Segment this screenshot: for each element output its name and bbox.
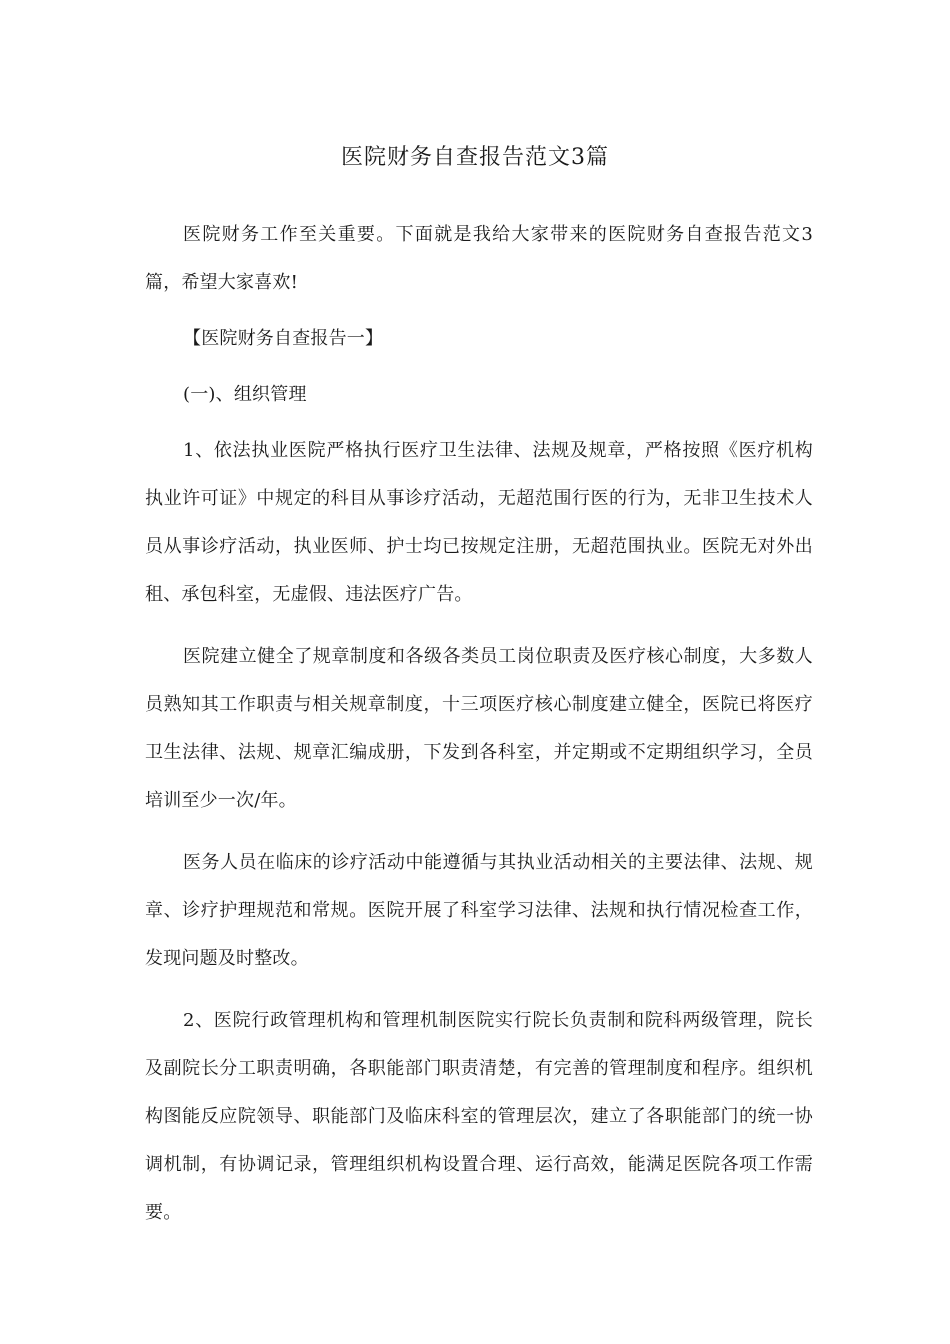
document-title: 医院财务自查报告范文3篇: [341, 145, 609, 170]
subsection-heading: (一)、组织管理: [183, 384, 307, 405]
body-paragraph: 医院建立健全了规章制度和各级各类员工岗位职责及医疗核心制度，大多数人员熟知其工作职责与相关规章制度，十三项医疗核心制度建立健全，医院已将医疗卫生法律、法规、规章汇编成册，下发到各科室，并定期或不定期组织学习，全员培训至少一次/年。: [145, 646, 813, 811]
document-body: [145, 211, 813, 1251]
intro-paragraph: 医院财务工作至关重要。下面就是我给大家带来的医院财务自查报告范文3篇，希望大家喜欢!: [145, 224, 813, 293]
body-paragraph: 医务人员在临床的诊疗活动中能遵循与其执业活动相关的主要法律、法规、规章、诊疗护理规范和常规。医院开展了科室学习法律、法规和执行情况检查工作，发现问题及时整改。: [145, 852, 813, 969]
body-paragraph: 1、依法执业医院严格执行医疗卫生法律、法规及规章，严格按照《医疗机构执业许可证》中规定的科目从事诊疗活动，无超范围行医的行为，无非卫生技术人员从事诊疗活动，执业医师、护士均已按规定注册，无超范围执业。医院无对外出租、承包科室，无虚假、违法医疗广告。: [145, 440, 813, 605]
section-heading: 【医院财务自查报告一】: [183, 328, 384, 349]
body-paragraph: 2、医院行政管理机构和管理机制医院实行院长负责制和院科两级管理，院长及副院长分工职责明确，各职能部门职责清楚，有完善的管理制度和程序。组织机构图能反应院领导、职能部门及临床科室的管理层次，建立了各职能部门的统一协调机制，有协调记录，管理组织机构设置合理、运行高效，能满足医院各项工作需要。: [145, 1010, 813, 1223]
